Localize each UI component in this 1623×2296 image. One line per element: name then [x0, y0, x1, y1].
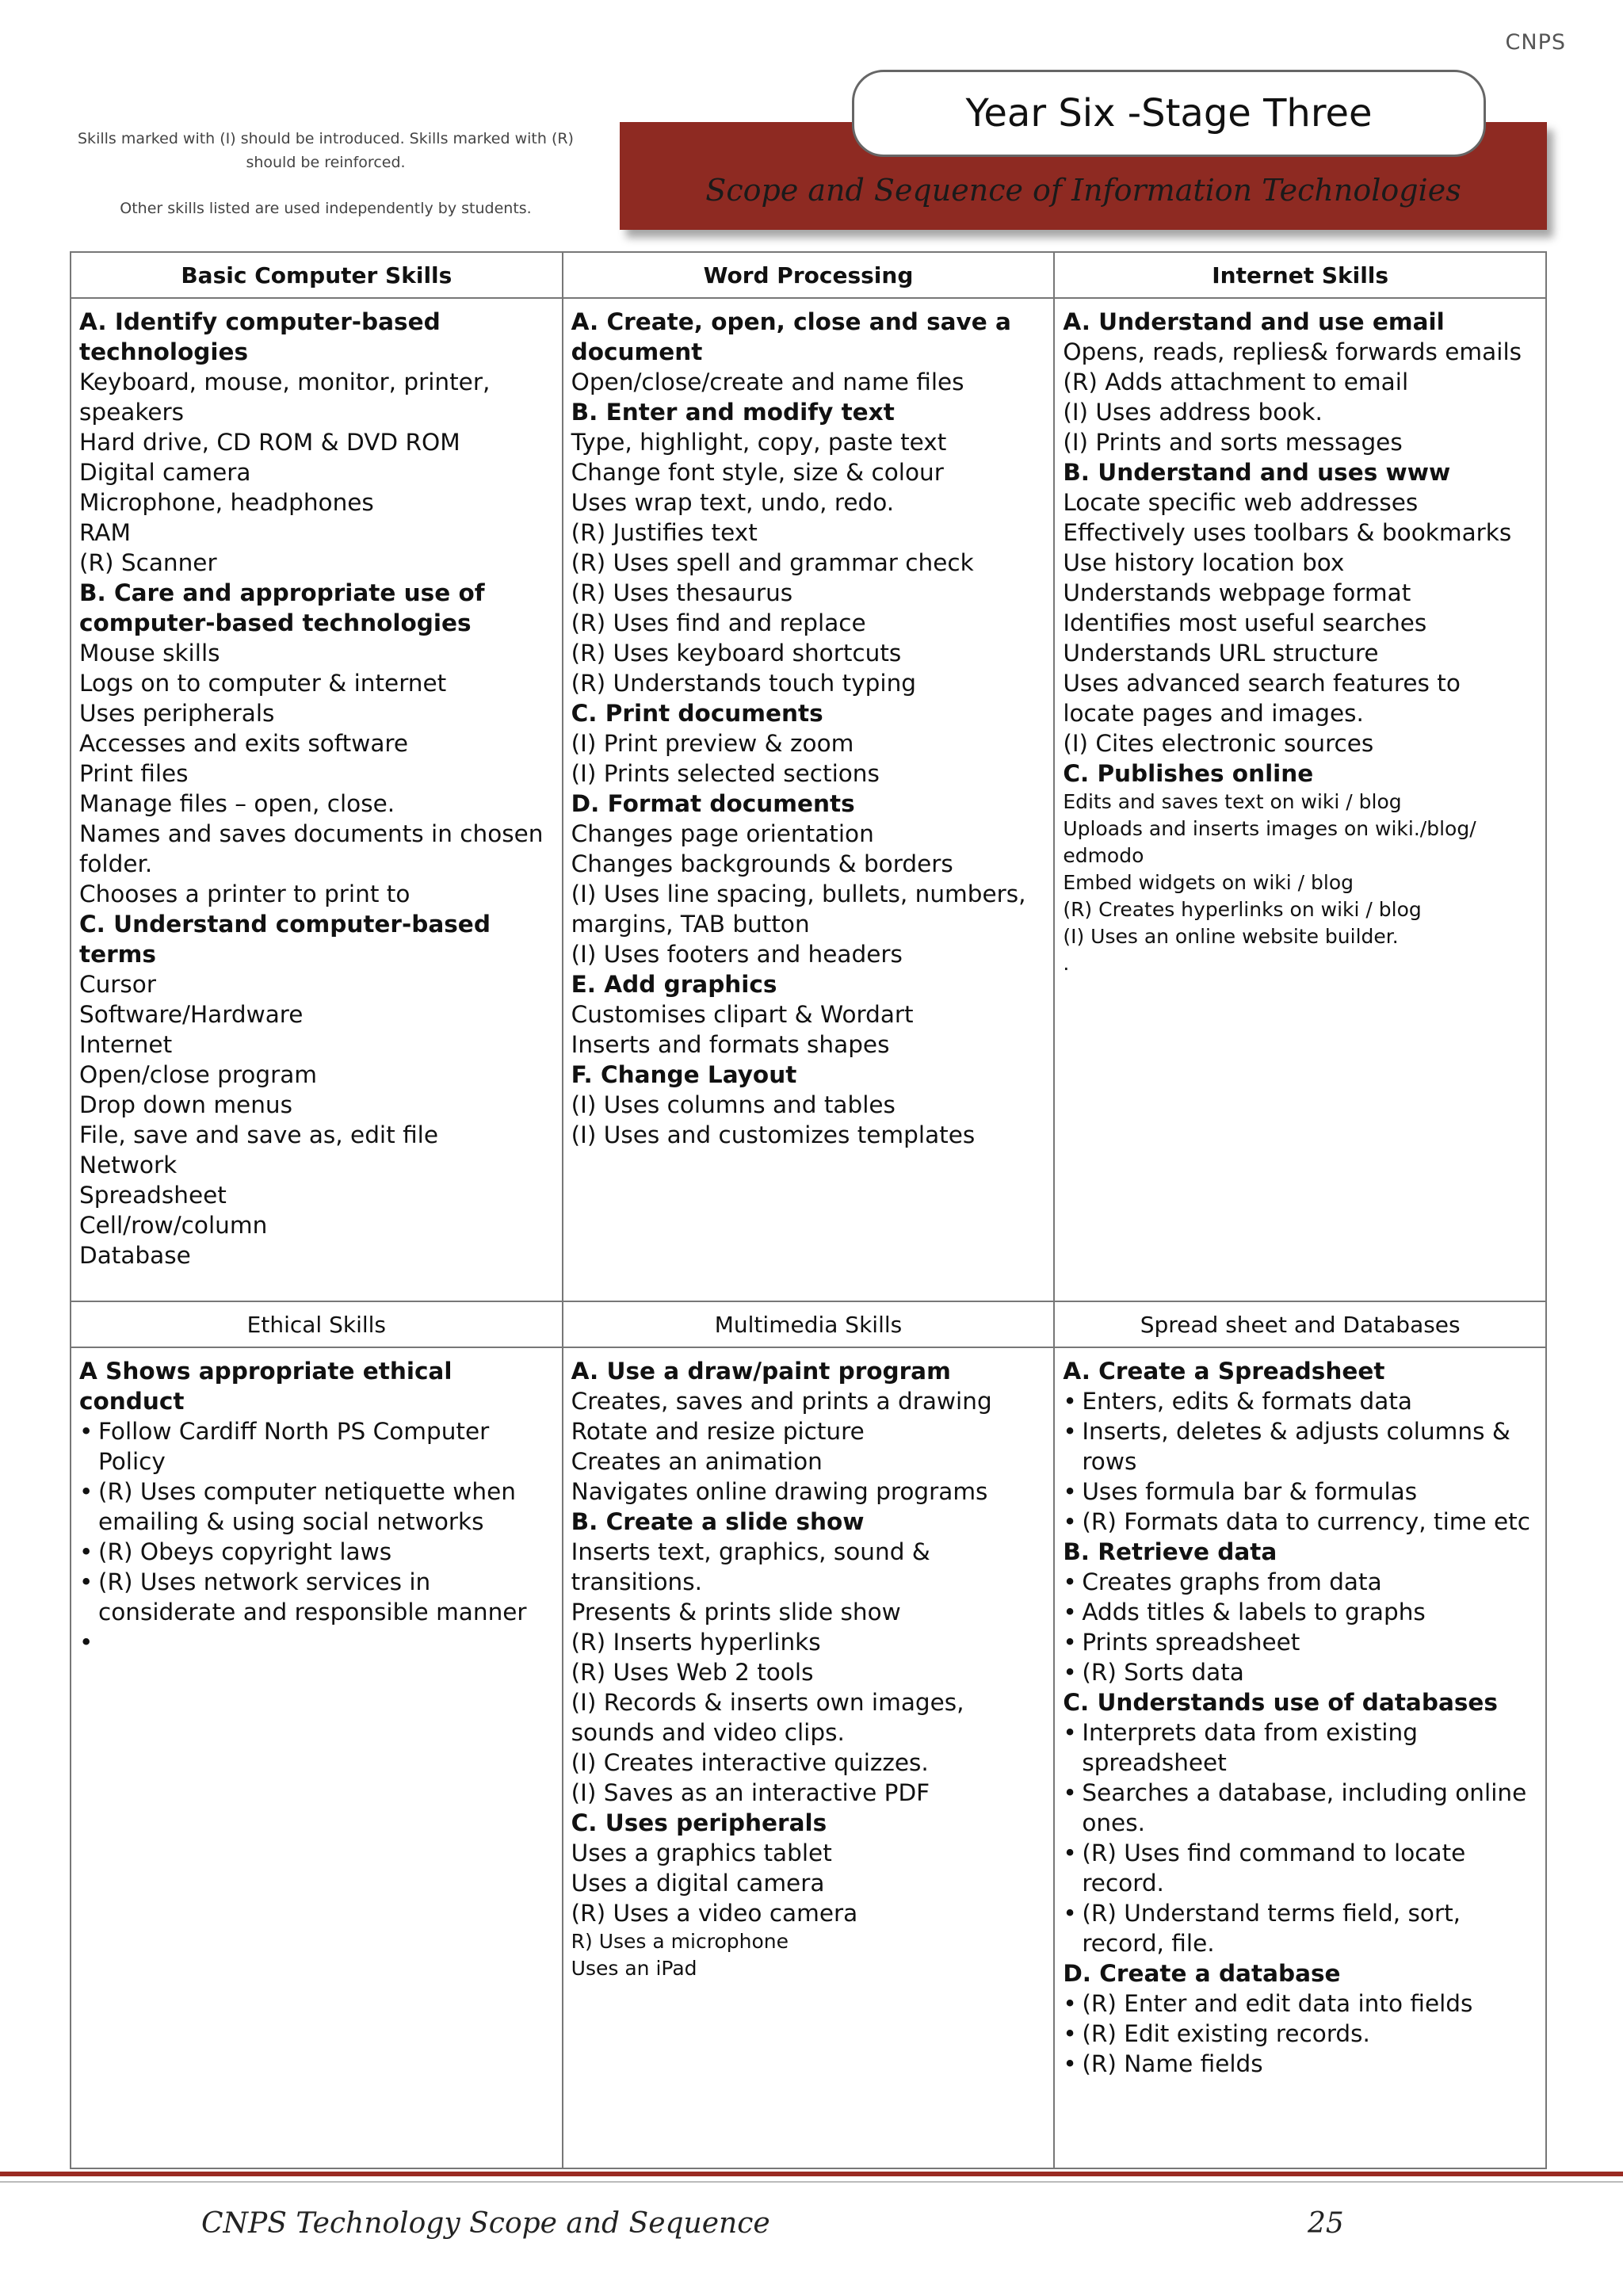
list-item: (R) Scanner: [79, 549, 217, 576]
list-item: (R) Justifies text: [571, 519, 758, 546]
list-item: Changes page orientation: [571, 820, 874, 847]
cell-spreadsheet-databases: [1054, 1347, 1546, 2168]
list-item: Understands webpage format: [1063, 579, 1411, 606]
list-item: Microphone, headphones: [79, 489, 374, 516]
list-item: Manage files – open, close.: [79, 790, 395, 817]
cell-ethical-skills: [71, 1347, 563, 2168]
list-item: (I) Prints and sorts messages: [1063, 429, 1403, 456]
section-heading: A. Create, open, close and save a document: [571, 308, 1011, 365]
bullet-text: (R) Uses network services in considerate and responsible manner: [98, 1568, 527, 1626]
bullet-icon: •: [1063, 2050, 1077, 2077]
list-item: Names and saves documents in chosen folder.: [79, 820, 544, 877]
col-header-word: Word Processing: [563, 252, 1055, 298]
section-heading: C. Uses peripherals: [571, 1809, 827, 1836]
list-item: Effectively uses toolbars & bookmarks: [1063, 519, 1512, 546]
footer-rule-red: [0, 2172, 1623, 2176]
bullet-icon: •: [1063, 1839, 1077, 1866]
content-row-2: [71, 1347, 1546, 2168]
page-number: 25: [1308, 2207, 1344, 2240]
bullet-item: [1063, 1627, 1537, 1657]
section-heading: A. Identify computer-based technologies: [79, 308, 441, 365]
list-item: Rotate and resize picture: [571, 1418, 865, 1445]
list-item: Mouse skills: [79, 640, 220, 667]
section-heading: F. Change Layout: [571, 1061, 797, 1088]
bullet-icon: •: [1063, 1388, 1077, 1415]
list-item: Locate specific web addresses: [1063, 489, 1419, 516]
bullet-item: [79, 1537, 554, 1567]
section-heading: B. Retrieve data: [1063, 1538, 1277, 1565]
bullet-icon: •: [1063, 1418, 1077, 1445]
bullet-item: [79, 1477, 554, 1537]
list-item: (I) Uses and customizes templates: [571, 1121, 976, 1148]
bullet-item: [1063, 2049, 1537, 2079]
list-item: (R) Uses keyboard shortcuts: [571, 640, 902, 667]
bullet-icon: •: [1063, 1629, 1077, 1656]
list-item: Uploads and inserts images on wiki./blog/ edmodo: [1063, 817, 1476, 867]
list-item: (I) Uses address book.: [1063, 399, 1323, 426]
list-item: (R) Uses find and replace: [571, 609, 866, 636]
list-item: Database: [79, 1242, 191, 1269]
list-item: Cursor: [79, 971, 156, 998]
list-item: Open/close program: [79, 1061, 318, 1088]
header-row-1: [71, 252, 1546, 298]
list-item: (R) Understands touch typing: [571, 670, 916, 697]
intro-notes: [76, 127, 575, 243]
list-item: (I) Print preview & zoom: [571, 730, 854, 757]
bullet-item: [1063, 1717, 1537, 1778]
content-row-1: [71, 298, 1546, 1301]
bullet-text: (R) Uses computer netiquette when emailing & using social networks: [98, 1478, 516, 1535]
section-heading: B. Care and appropriate use of computer-based technologies: [79, 579, 485, 636]
list-item: (R) Uses a video camera: [571, 1900, 858, 1927]
list-item: (I) Uses line spacing, bullets, numbers, margins, TAB button: [571, 881, 1026, 938]
page-subtitle: Scope and Sequence of Information Technologies: [705, 173, 1461, 208]
bullet-text: (R) Understand terms field, sort, record, file.: [1082, 1900, 1461, 1957]
bullet-item: [1063, 1416, 1537, 1477]
bullet-icon: •: [1063, 1900, 1077, 1927]
bullet-text: Searches a database, including online ones.: [1082, 1779, 1527, 1836]
list-item: Keyboard, mouse, monitor, printer, speakers: [79, 369, 491, 426]
list-item: (R) Inserts hyperlinks: [571, 1629, 821, 1656]
list-item: (R) Uses Web 2 tools: [571, 1659, 814, 1686]
list-item: Creates, saves and prints a drawing: [571, 1388, 992, 1415]
bullet-icon: •: [1063, 1659, 1077, 1686]
section-heading: C. Publishes online: [1063, 760, 1314, 787]
bullet-icon: •: [1063, 1719, 1077, 1746]
list-item: Changes backgrounds & borders: [571, 850, 953, 877]
col-header-basic: Basic Computer Skills: [71, 252, 563, 298]
bullet-text: Adds titles & labels to graphs: [1082, 1599, 1426, 1626]
list-item: R) Uses a microphone: [571, 1930, 789, 1953]
section-heading: A. Use a draw/paint program: [571, 1358, 951, 1385]
bullet-text: (R) Formats data to currency, time etc: [1082, 1508, 1530, 1535]
skills-table: [70, 251, 1547, 2169]
list-item: Identifies most useful searches: [1063, 609, 1427, 636]
footer-rule-grey: [0, 2181, 1623, 2183]
list-item: Embed widgets on wiki / blog: [1063, 871, 1354, 894]
section-heading: E. Add graphics: [571, 971, 777, 998]
list-item: (I) Cites electronic sources: [1063, 730, 1374, 757]
list-item: Digital camera: [79, 459, 251, 486]
bullet-icon: •: [1063, 1478, 1077, 1505]
bullet-item: [1063, 1898, 1537, 1958]
list-item: Print files: [79, 760, 189, 787]
bullet-item: [1063, 1597, 1537, 1627]
bullet-item: [1063, 1477, 1537, 1507]
list-item: Internet: [79, 1031, 173, 1058]
section-heading: A. Understand and use email: [1063, 308, 1445, 335]
cell-multimedia-skills: [563, 1347, 1055, 2168]
list-item: Open/close/create and name files: [571, 369, 964, 395]
list-item: Opens, reads, replies& forwards emails: [1063, 338, 1522, 365]
intro-skills-key: Skills marked with (I) should be introduced. Skills marked with (R) should be reinforced.: [78, 130, 574, 171]
col-header-internet: Internet Skills: [1054, 252, 1546, 298]
section-heading: D. Create a database: [1063, 1960, 1341, 1987]
list-item: Type, highlight, copy, paste text: [571, 429, 947, 456]
list-item: Uses peripherals: [79, 700, 275, 727]
section-heading: B. Understand and uses www: [1063, 459, 1451, 486]
list-item: Navigates online drawing programs: [571, 1478, 988, 1505]
footer-title: CNPS Technology Scope and Sequence: [201, 2207, 770, 2240]
section-heading: C. Understand computer-based terms: [79, 911, 491, 968]
section-heading: A Shows appropriate ethical conduct: [79, 1358, 453, 1415]
list-item: Hard drive, CD ROM & DVD ROM: [79, 429, 460, 456]
list-item: File, save and save as, edit file: [79, 1121, 439, 1148]
list-item: Chooses a printer to print to: [79, 881, 411, 907]
bullet-text: Prints spreadsheet: [1082, 1629, 1300, 1656]
list-item: (I) Prints selected sections: [571, 760, 880, 787]
list-item: Understands URL structure: [1063, 640, 1379, 667]
list-item: Network: [79, 1152, 178, 1179]
bullet-icon: •: [1063, 1779, 1077, 1806]
section-heading: B. Create a slide show: [571, 1508, 865, 1535]
bullet-text: (R) Name fields: [1082, 2050, 1263, 2077]
bullet-icon: •: [79, 1538, 94, 1565]
bullet-item: [1063, 1567, 1537, 1597]
bullet-item: [1063, 1778, 1537, 1838]
section-heading: B. Enter and modify text: [571, 399, 895, 426]
list-item: Uses advanced search features to locate pages and images.: [1063, 670, 1461, 727]
bullet-icon: •: [1063, 1568, 1077, 1595]
bullet-item: [79, 1567, 554, 1627]
list-item: Software/Hardware: [79, 1001, 304, 1028]
bullet-text: Creates graphs from data: [1082, 1568, 1382, 1595]
bullet-text: Uses formula bar & formulas: [1082, 1478, 1418, 1505]
list-item: (I) Saves as an interactive PDF: [571, 1779, 930, 1806]
cell-internet-skills: [1054, 298, 1546, 1301]
list-item: (I) Records & inserts own images, sounds and video clips.: [571, 1689, 964, 1746]
section-heading: C. Understands use of databases: [1063, 1689, 1498, 1716]
list-item: Use history location box: [1063, 549, 1345, 576]
bullet-item: [1063, 2019, 1537, 2049]
section-heading: C. Print documents: [571, 700, 823, 727]
section-heading: A. Create a Spreadsheet: [1063, 1358, 1385, 1385]
bullet-icon: •: [79, 1568, 94, 1595]
list-item: RAM: [79, 519, 131, 546]
org-label: CNPS: [1505, 30, 1566, 55]
list-item: Change font style, size & colour: [571, 459, 944, 486]
list-item: Creates an animation: [571, 1448, 823, 1475]
bullet-text: (R) Sorts data: [1082, 1659, 1244, 1686]
cell-word-processing: [563, 298, 1055, 1301]
list-item: Uses a digital camera: [571, 1870, 825, 1897]
bullet-text: (R) Obeys copyright laws: [98, 1538, 392, 1565]
list-item: Accesses and exits software: [79, 730, 409, 757]
list-item: Uses a graphics tablet: [571, 1839, 832, 1866]
list-item: Spreadsheet: [79, 1182, 227, 1209]
bullet-item: [1063, 1988, 1537, 2019]
bullet-item: [79, 1627, 554, 1657]
col-header-ethical: Ethical Skills: [71, 1301, 563, 1347]
bullet-item: [1063, 1507, 1537, 1537]
list-item: Presents & prints slide show: [571, 1599, 901, 1626]
list-item: (I) Uses columns and tables: [571, 1091, 896, 1118]
list-item: Customises clipart & Wordart: [571, 1001, 914, 1028]
bullet-text: (R) Edit existing records.: [1082, 2020, 1370, 2047]
list-item: Inserts text, graphics, sound & transitions.: [571, 1538, 930, 1595]
list-item: Logs on to computer & internet: [79, 670, 447, 697]
bullet-text: Enters, edits & formats data: [1082, 1388, 1412, 1415]
bullet-icon: •: [79, 1418, 94, 1445]
bullet-item: [1063, 1657, 1537, 1687]
bullet-text: Follow Cardiff North PS Computer Policy: [98, 1418, 490, 1475]
bullet-text: (R) Enter and edit data into fields: [1082, 1990, 1473, 2017]
list-item: Uses wrap text, undo, redo.: [571, 489, 895, 516]
cell-basic-skills: [71, 298, 563, 1301]
bullet-icon: •: [1063, 2020, 1077, 2047]
bullet-text: (R) Uses find command to locate record.: [1082, 1839, 1466, 1897]
list-item: Uses an iPad: [571, 1957, 697, 1980]
bullet-icon: •: [1063, 1508, 1077, 1535]
list-item: (R) Adds attachment to email: [1063, 369, 1409, 395]
list-item: (I) Uses an online website builder.: [1063, 925, 1399, 948]
list-item: Cell/row/column: [79, 1212, 268, 1239]
bullet-icon: •: [1063, 1599, 1077, 1626]
list-item: (R) Uses spell and grammar check: [571, 549, 974, 576]
bullet-icon: •: [79, 1478, 94, 1505]
section-heading: D. Format documents: [571, 790, 855, 817]
bullet-text: [98, 1627, 554, 1657]
bullet-text: Inserts, deletes & adjusts columns & rows: [1082, 1418, 1510, 1475]
list-item: .: [1063, 952, 1070, 975]
list-item: (I) Uses footers and headers: [571, 941, 903, 968]
bullet-icon: •: [79, 1629, 94, 1656]
list-item: (R) Uses thesaurus: [571, 579, 793, 606]
list-item: (R) Creates hyperlinks on wiki / blog: [1063, 898, 1422, 921]
header-row-2: [71, 1301, 1546, 1347]
list-item: Inserts and formats shapes: [571, 1031, 890, 1058]
col-header-multimedia: Multimedia Skills: [563, 1301, 1055, 1347]
intro-independent-note: Other skills listed are used independently by students.: [120, 200, 532, 217]
list-item: (I) Creates interactive quizzes.: [571, 1749, 929, 1776]
bullet-icon: •: [1063, 1990, 1077, 2017]
bullet-item: [79, 1416, 554, 1477]
list-item: Edits and saves text on wiki / blog: [1063, 790, 1402, 813]
bullet-item: [1063, 1386, 1537, 1416]
bullet-text: Interprets data from existing spreadsheet: [1082, 1719, 1418, 1776]
list-item: Drop down menus: [79, 1091, 292, 1118]
stage-title: Year Six -Stage Three: [852, 70, 1486, 157]
bullet-item: [1063, 1838, 1537, 1898]
col-header-spreadsheet: Spread sheet and Databases: [1054, 1301, 1546, 1347]
